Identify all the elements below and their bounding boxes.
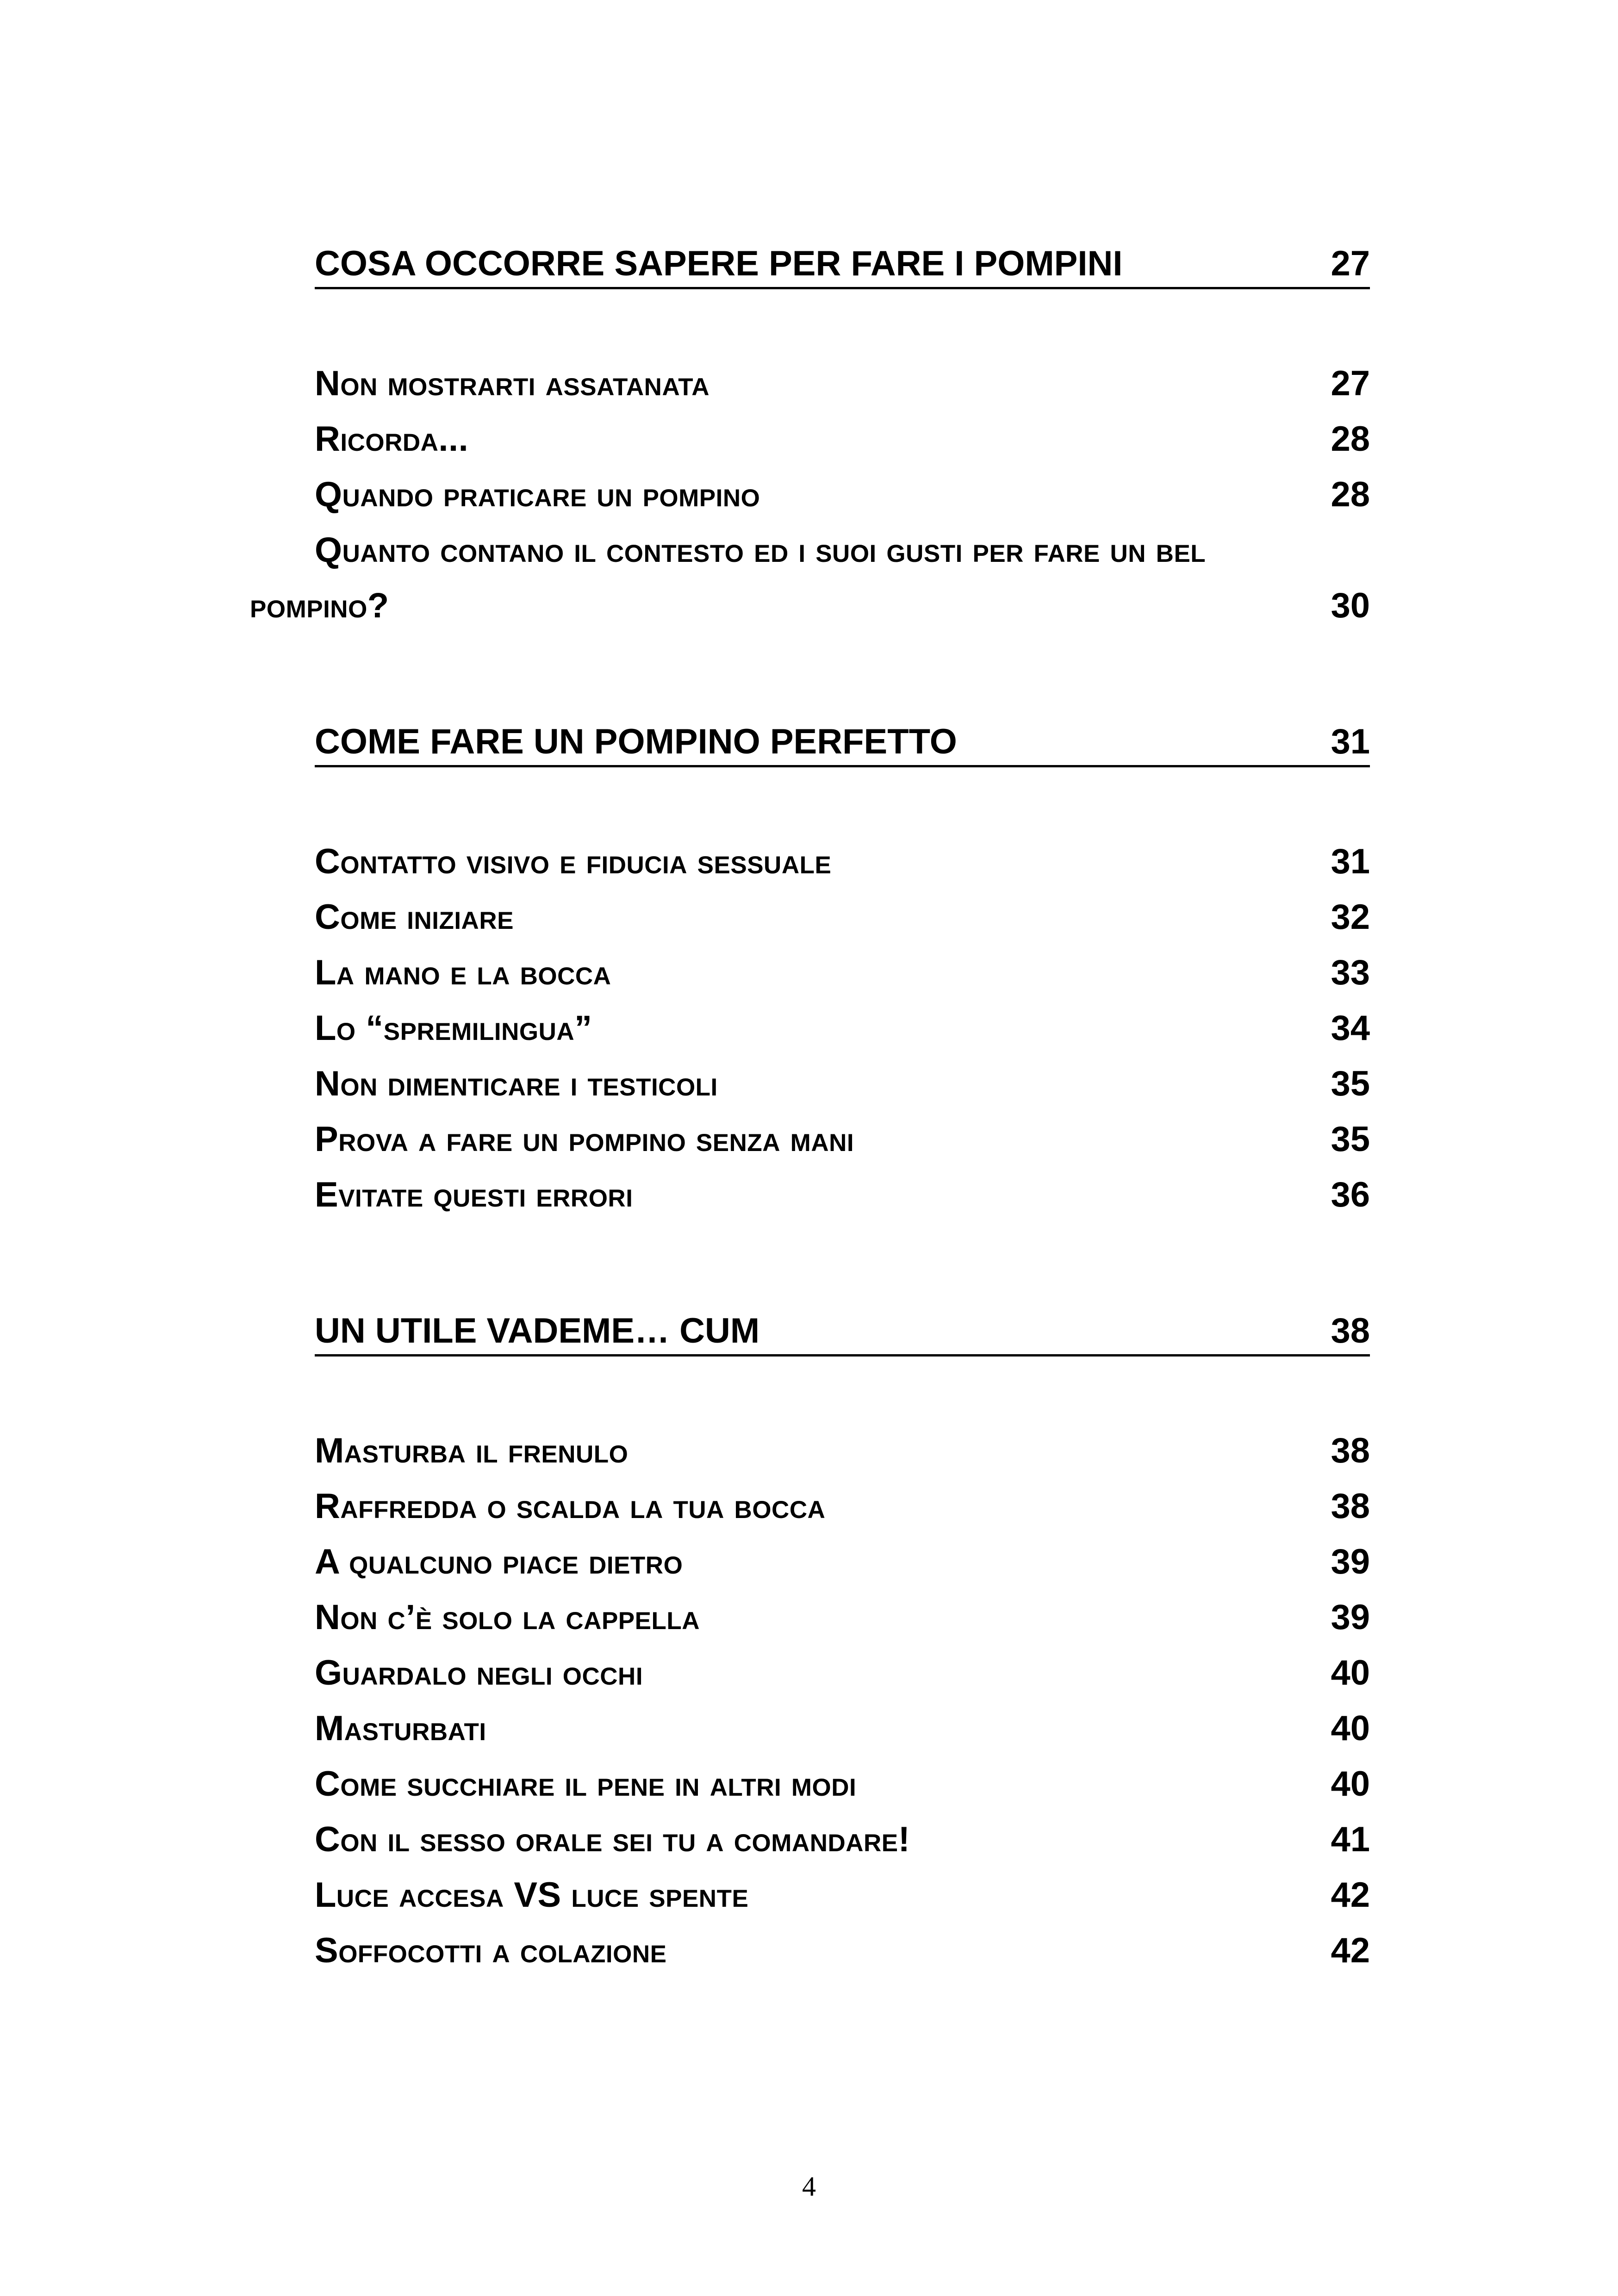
toc-entry-continuation xyxy=(250,585,1370,641)
toc-entry-page: 28 xyxy=(1331,419,1370,459)
toc-entry-list xyxy=(315,1431,1370,1986)
toc-entry[interactable] xyxy=(315,1597,1370,1653)
toc-entry[interactable] xyxy=(315,1064,1370,1119)
toc-entry-title: Quanto contano il contesto ed i suoi gusti per fare un bel xyxy=(315,530,1206,570)
toc-entry[interactable] xyxy=(315,1653,1370,1708)
toc-entry-title: Soffocotti a colazione xyxy=(315,1931,667,1970)
toc-entry-title-continued: pompino? xyxy=(250,586,389,625)
toc-entry[interactable] xyxy=(315,952,1370,1008)
table-of-contents xyxy=(250,244,1370,2068)
toc-entry[interactable] xyxy=(315,1542,1370,1597)
toc-entry-title: Non mostrarti assatanata xyxy=(315,364,710,403)
toc-entry-title: Luce accesa VS luce spente xyxy=(315,1875,749,1915)
toc-entry-title: Lo “spremilingua” xyxy=(315,1008,592,1048)
toc-entry-page: 28 xyxy=(1331,475,1370,514)
toc-entry-page: 36 xyxy=(1331,1175,1370,1214)
toc-entry-title: Guardalo negli occhi xyxy=(315,1653,643,1692)
toc-entry-page: 39 xyxy=(1331,1598,1370,1637)
toc-entry[interactable] xyxy=(315,363,1370,419)
toc-entry-title: Evitate questi errori xyxy=(315,1175,633,1214)
toc-entry-page: 30 xyxy=(1331,586,1370,625)
toc-entry-page: 40 xyxy=(1331,1653,1370,1692)
page-number: 4 xyxy=(802,2171,816,2202)
toc-entry-title: Con il sesso orale sei tu a comandare! xyxy=(315,1820,910,1859)
toc-entry[interactable] xyxy=(315,1175,1370,1230)
toc-chapter xyxy=(315,723,1370,1230)
toc-entry-title: Masturbati xyxy=(315,1709,486,1748)
toc-entry-page: 35 xyxy=(1331,1120,1370,1159)
toc-entry-page: 40 xyxy=(1331,1709,1370,1748)
toc-chapter-page: 38 xyxy=(1331,1311,1370,1350)
toc-entry-page: 27 xyxy=(1331,364,1370,403)
toc-chapter-title: UN UTILE VADEME… CUM xyxy=(315,1311,760,1350)
toc-entry[interactable] xyxy=(315,1431,1370,1486)
toc-chapter-heading[interactable] xyxy=(315,1313,1370,1356)
toc-entry-title: Non dimenticare i testicoli xyxy=(315,1064,718,1103)
toc-entry-title: Ricorda... xyxy=(315,419,469,459)
toc-entry-title: A qualcuno piace dietro xyxy=(315,1542,683,1581)
toc-entry[interactable] xyxy=(315,1930,1370,1986)
toc-chapter-title: COSA OCCORRE SAPERE PER FARE I POMPINI xyxy=(315,244,1123,283)
toc-entry-title: Come succhiare il pene in altri modi xyxy=(315,1764,857,1804)
toc-chapter-page: 27 xyxy=(1331,244,1370,283)
toc-chapter-heading[interactable] xyxy=(315,245,1370,289)
toc-entry-list xyxy=(250,363,1370,641)
toc-entry-title: La mano e la bocca xyxy=(315,953,611,992)
toc-entry[interactable] xyxy=(315,1708,1370,1764)
toc-entry[interactable] xyxy=(315,1764,1370,1819)
toc-entry[interactable] xyxy=(315,1008,1370,1064)
toc-chapter xyxy=(315,1313,1370,1986)
toc-chapter-page: 31 xyxy=(1331,722,1370,761)
toc-entry[interactable] xyxy=(315,474,1370,530)
toc-entry-title: Come iniziare xyxy=(315,897,514,937)
toc-chapter-title: COME FARE UN POMPINO PERFETTO xyxy=(315,722,957,761)
toc-chapter-heading[interactable] xyxy=(315,723,1370,767)
toc-entry-title: Contatto visivo e fiducia sessuale xyxy=(315,842,832,881)
toc-entry[interactable] xyxy=(315,1119,1370,1175)
toc-entry-title: Non c’è solo la cappella xyxy=(315,1598,700,1637)
toc-chapter xyxy=(250,244,1370,641)
toc-entry-page: 35 xyxy=(1331,1064,1370,1103)
toc-entry-list xyxy=(315,841,1370,1230)
toc-entry-page: 39 xyxy=(1331,1542,1370,1581)
toc-entry[interactable] xyxy=(315,897,1370,952)
toc-entry[interactable] xyxy=(315,1819,1370,1875)
toc-entry[interactable] xyxy=(315,841,1370,897)
toc-entry[interactable] xyxy=(315,1486,1370,1542)
toc-entry-page: 31 xyxy=(1331,842,1370,881)
toc-entry-title: Prova a fare un pompino senza mani xyxy=(315,1120,854,1159)
toc-entry-title: Quando praticare un pompino xyxy=(315,475,760,514)
toc-entry-page: 42 xyxy=(1331,1875,1370,1915)
toc-entry-page: 33 xyxy=(1331,953,1370,992)
toc-entry-page: 38 xyxy=(1331,1487,1370,1526)
toc-entry-page: 42 xyxy=(1331,1931,1370,1970)
toc-entry[interactable] xyxy=(315,419,1370,474)
toc-entry-page: 32 xyxy=(1331,897,1370,937)
toc-entry-page: 34 xyxy=(1331,1008,1370,1048)
toc-entry-page: 38 xyxy=(1331,1431,1370,1470)
toc-entry-page: 40 xyxy=(1331,1764,1370,1804)
toc-entry-page: 41 xyxy=(1331,1820,1370,1859)
toc-entry-title: Raffredda o scalda la tua bocca xyxy=(315,1487,826,1526)
toc-entry[interactable] xyxy=(315,1875,1370,1930)
toc-entry-title: Masturba il frenulo xyxy=(315,1431,629,1470)
toc-entry[interactable] xyxy=(250,530,1370,641)
